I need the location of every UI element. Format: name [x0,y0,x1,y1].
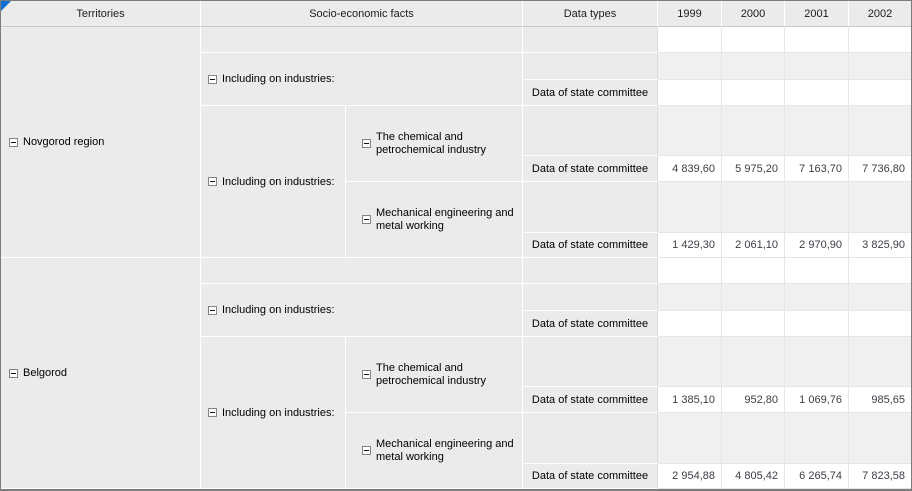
value-cell[interactable]: 6 265,74 [785,464,849,489]
data-type-cell [523,387,658,413]
data-type-empty-cell [523,27,658,53]
year-cell-empty[interactable] [785,337,849,387]
data-type-label: Data of state committee [531,162,649,175]
value-cell[interactable]: 4 805,42 [722,464,785,489]
header-socio-economic-facts: Socio-economic facts [201,1,523,27]
value-cell[interactable]: 1 429,30 [658,233,722,258]
industry-label: Mechanical engineering and metal working [376,437,514,463]
year-cell-empty[interactable] [785,413,849,464]
year-cell-empty[interactable] [849,337,911,387]
value-cell[interactable]: 1 385,10 [658,387,722,413]
year-cell-empty[interactable] [849,27,911,53]
value-cell[interactable]: 7 823,58 [849,464,911,489]
including-industries-label: Including on industries: [222,304,335,316]
header-year-2000: 2000 [722,1,785,27]
value-cell[interactable]: 4 839,60 [658,156,722,182]
data-type-label: Data of state committee [531,239,649,251]
data-type-cell [523,464,658,489]
year-cell-empty[interactable] [658,284,722,311]
industry-label: The chemical and petrochemical industry [376,361,487,387]
territory-cell-belgorod [1,258,201,489]
data-type-cell [523,156,658,182]
including-industries-cell [201,337,346,489]
socio-empty-cell [201,27,523,53]
value-cell[interactable]: 2 970,90 [785,233,849,258]
header-year-2001: 2001 [785,1,849,27]
data-type-label: Data of state committee [531,317,649,330]
year-cell-empty[interactable] [658,311,722,337]
value-cell[interactable]: 2 061,10 [722,233,785,258]
industry-cell-mechanical [346,413,523,489]
year-cell-empty[interactable] [849,182,911,233]
industry-cell-chemical [346,106,523,182]
value-cell[interactable]: 7 163,70 [785,156,849,182]
year-cell-empty[interactable] [785,284,849,311]
socio-empty-cell [201,258,523,284]
year-cell-empty[interactable] [849,311,911,337]
year-cell-empty[interactable] [785,80,849,106]
value-cell[interactable]: 1 069,76 [785,387,849,413]
header-year-1999: 1999 [658,1,722,27]
value-cell[interactable]: 985,65 [849,387,911,413]
year-cell-empty[interactable] [785,27,849,53]
value-cell[interactable]: 5 975,20 [722,156,785,182]
value-cell[interactable]: 7 736,80 [849,156,911,182]
collapse-icon[interactable] [362,139,371,148]
header-data-types: Data types [523,1,658,27]
data-type-cell [523,80,658,106]
collapse-icon[interactable] [9,138,18,147]
territory-label: Novgorod region [23,136,105,148]
territory-cell-novgorod [1,27,201,258]
collapse-icon[interactable] [208,177,217,186]
year-cell-empty[interactable] [785,182,849,233]
year-cell-empty[interactable] [658,106,722,156]
year-cell-empty[interactable] [849,80,911,106]
year-cell-empty[interactable] [849,284,911,311]
year-cell-empty[interactable] [849,53,911,80]
year-cell-empty[interactable] [722,311,785,337]
data-type-cell [523,311,658,337]
year-cell-empty[interactable] [785,53,849,80]
industry-label: Mechanical engineering and metal working [376,206,514,232]
year-cell-empty[interactable] [785,106,849,156]
data-type-cell [523,233,658,258]
year-cell-empty[interactable] [658,337,722,387]
including-industries-label: Including on industries: [222,175,335,188]
header-year-2002: 2002 [849,1,911,27]
year-cell-empty[interactable] [722,80,785,106]
data-type-empty-cell [523,413,658,464]
year-cell-empty[interactable] [722,106,785,156]
collapse-icon[interactable] [208,75,217,84]
year-cell-empty[interactable] [722,53,785,80]
industry-label: The chemical and petrochemical industry [376,130,487,156]
data-type-empty-cell [523,337,658,387]
including-industries-cell [201,284,523,337]
year-cell-empty[interactable] [658,27,722,53]
collapse-icon[interactable] [208,306,217,315]
data-type-empty-cell [523,53,658,80]
collapse-icon[interactable] [362,370,371,379]
year-cell-empty[interactable] [722,413,785,464]
including-industries-label: Including on industries: [222,73,335,85]
value-cell[interactable]: 3 825,90 [849,233,911,258]
industry-cell-mechanical [346,182,523,258]
data-type-label: Data of state committee [531,470,649,482]
year-cell-empty[interactable] [849,106,911,156]
territory-label: Belgorod [23,367,68,379]
including-industries-label: Including on industries: [222,406,335,419]
data-type-label: Data of state committee [531,393,649,406]
year-cell-empty[interactable] [785,258,849,284]
year-cell-empty[interactable] [722,27,785,53]
corner-selection-icon[interactable] [1,1,11,11]
year-cell-empty[interactable] [658,80,722,106]
collapse-icon[interactable] [362,215,371,224]
collapse-icon[interactable] [362,446,371,455]
collapse-icon[interactable] [9,369,18,378]
year-cell-empty[interactable] [658,258,722,284]
industry-cell-chemical [346,337,523,413]
value-cell[interactable]: 2 954,88 [658,464,722,489]
including-industries-cell [201,106,346,258]
year-cell-empty[interactable] [722,182,785,233]
year-cell-empty[interactable] [722,284,785,311]
data-type-label: Data of state committee [531,86,649,99]
data-type-empty-cell [523,106,658,156]
data-type-empty-cell [523,284,658,311]
year-cell-empty[interactable] [849,413,911,464]
year-cell-empty[interactable] [849,258,911,284]
year-cell-empty[interactable] [785,311,849,337]
year-cell-empty[interactable] [658,182,722,233]
year-cell-empty[interactable] [658,413,722,464]
year-cell-empty[interactable] [658,53,722,80]
including-industries-cell [201,53,523,106]
year-cell-empty[interactable] [722,337,785,387]
data-type-empty-cell [523,182,658,233]
data-type-empty-cell [523,258,658,284]
value-cell[interactable]: 952,80 [722,387,785,413]
header-territories: Territories [1,1,201,27]
year-cell-empty[interactable] [722,258,785,284]
collapse-icon[interactable] [208,408,217,417]
